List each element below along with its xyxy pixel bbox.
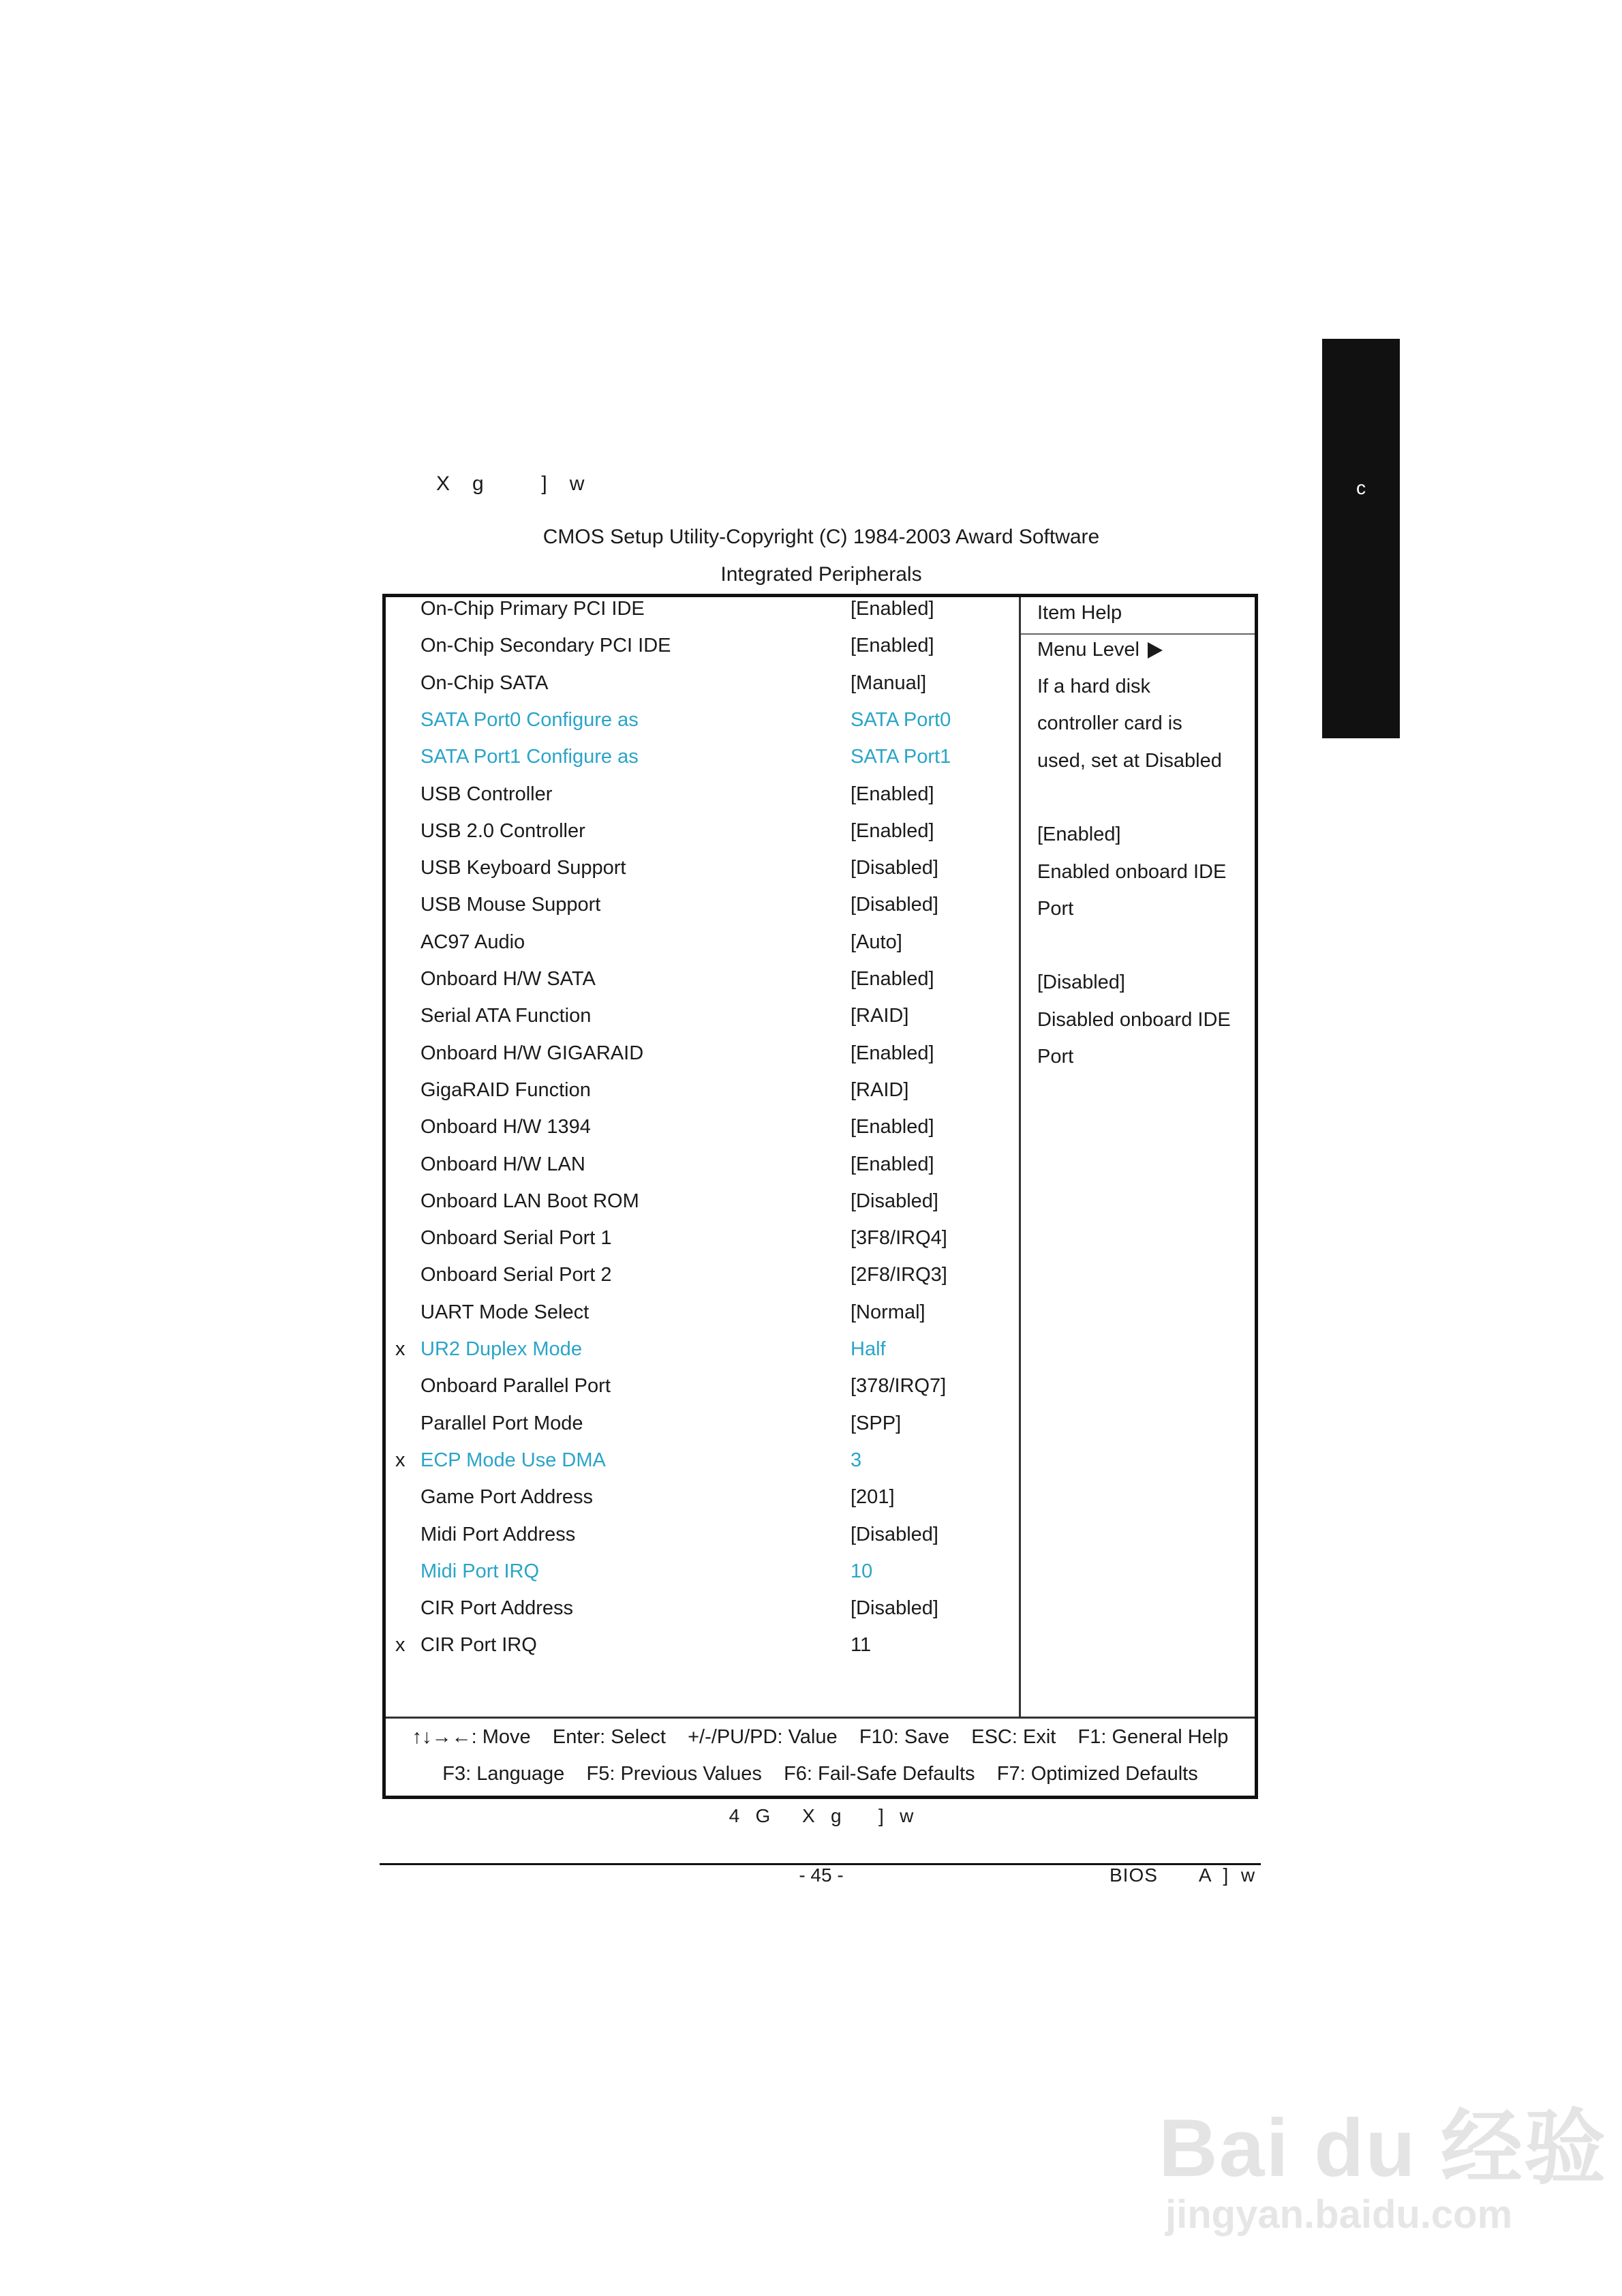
setting-row[interactable] [0, 1072, 1019, 1108]
triangle-right-icon [1148, 642, 1163, 659]
setting-label: Midi Port Address [420, 1523, 576, 1545]
setting-value[interactable]: [Enabled] [851, 968, 934, 990]
setting-label: Onboard H/W SATA [420, 968, 596, 990]
setting-label: USB Controller [420, 783, 553, 805]
setting-value[interactable]: [201] [851, 1486, 895, 1509]
setting-value[interactable]: Half [851, 1338, 886, 1360]
menu-level-indicator [1037, 631, 1163, 668]
setting-label: ECP Mode Use DMA [420, 1449, 606, 1471]
setting-value[interactable]: [3F8/IRQ4] [851, 1227, 947, 1250]
setting-value[interactable]: [378/IRQ7] [851, 1375, 947, 1398]
setting-value[interactable]: [Enabled] [851, 1042, 934, 1064]
key-legend-line-2: F3: Language F5: Previous Values F6: Fail-Safe Defaults F7: Optimized Defaults [442, 1763, 1198, 1785]
setting-row[interactable] [0, 1516, 1019, 1553]
page-number: - 45 - [799, 1864, 844, 1886]
setting-label: USB Keyboard Support [420, 857, 626, 879]
setting-row[interactable] [0, 738, 1019, 775]
setting-label: CIR Port IRQ [420, 1634, 537, 1657]
key-legend-line-1: ↑↓→←: Move Enter: Select +/-/PU/PD: Value F10: Save ESC: Exit F1: General Help [412, 1726, 1229, 1748]
setting-row[interactable] [0, 701, 1019, 738]
setting-row[interactable] [0, 590, 1019, 627]
setting-label: Parallel Port Mode [420, 1412, 583, 1434]
setting-label: CIR Port Address [420, 1597, 574, 1620]
setting-row[interactable] [0, 1479, 1019, 1515]
disabled-mark: x [395, 1338, 406, 1360]
setting-value[interactable]: [Enabled] [851, 819, 934, 842]
setting-value[interactable]: [Disabled] [851, 1523, 938, 1545]
setting-label: Midi Port IRQ [420, 1560, 540, 1582]
setting-label: AC97 Audio [420, 931, 525, 953]
help-text-line: If a hard disk [1037, 676, 1151, 697]
chapter-side-tab-letter: c [1356, 477, 1366, 498]
help-text-line: controller card is [1037, 712, 1182, 735]
setting-label: UR2 Duplex Mode [420, 1338, 582, 1360]
setting-label: On-Chip SATA [420, 671, 549, 694]
help-text-line: [Disabled] [1037, 971, 1125, 994]
help-text-line: Port [1037, 1046, 1074, 1068]
help-text-line: Disabled onboard IDE [1037, 1008, 1231, 1031]
setting-row[interactable] [0, 1590, 1019, 1627]
setting-label: Onboard Serial Port 2 [420, 1264, 612, 1286]
setting-row[interactable] [0, 1256, 1019, 1293]
setting-row[interactable] [0, 997, 1019, 1034]
setting-row[interactable] [0, 1294, 1019, 1331]
setting-row[interactable] [0, 1146, 1019, 1183]
help-text-line: used, set at Disabled [1037, 749, 1222, 772]
menu-level-label: Menu Level [1037, 639, 1139, 661]
setting-label: Onboard H/W GIGARAID [420, 1042, 644, 1064]
running-footer: BIOS A ] w [1110, 1864, 1256, 1886]
help-panel-divider [1019, 597, 1021, 1719]
setting-row[interactable] [0, 1220, 1019, 1256]
setting-value[interactable]: [Enabled] [851, 598, 934, 620]
setting-row[interactable] [0, 665, 1019, 701]
setting-row[interactable] [0, 813, 1019, 849]
setting-label: Onboard Parallel Port [420, 1375, 611, 1398]
setting-row[interactable] [0, 1368, 1019, 1404]
setting-row[interactable] [0, 886, 1019, 923]
disabled-mark: x [395, 1449, 406, 1471]
setting-value[interactable]: [Disabled] [851, 1597, 938, 1620]
item-help-title: Item Help [1037, 602, 1122, 624]
setting-label: SATA Port1 Configure as [420, 746, 639, 768]
setting-value[interactable]: [Disabled] [851, 1190, 938, 1212]
setting-label: USB 2.0 Controller [420, 819, 585, 842]
setting-value[interactable]: [RAID] [851, 1005, 909, 1027]
setting-label: Game Port Address [420, 1486, 594, 1509]
section-heading: X g ] w [436, 472, 586, 495]
setting-row[interactable] [0, 961, 1019, 997]
setting-value[interactable]: [RAID] [851, 1078, 909, 1101]
setting-label: On-Chip Primary PCI IDE [420, 598, 645, 620]
setting-value[interactable]: [2F8/IRQ3] [851, 1264, 947, 1286]
setting-row[interactable] [0, 1405, 1019, 1442]
help-text-line: [Enabled] [1037, 824, 1121, 846]
setting-value[interactable]: SATA Port0 [851, 708, 951, 731]
setting-row[interactable] [0, 627, 1019, 664]
setting-label: Onboard Serial Port 1 [420, 1227, 612, 1250]
baidu-watermark-url: jingyan.baidu.com [1165, 2192, 1513, 2237]
setting-value[interactable]: [Disabled] [851, 857, 938, 879]
setting-label: On-Chip Secondary PCI IDE [420, 635, 671, 657]
disabled-mark: x [395, 1634, 406, 1657]
setting-label: SATA Port0 Configure as [420, 708, 639, 731]
setting-value[interactable]: 3 [851, 1449, 862, 1471]
figure-caption: 4 G X g ] w [729, 1805, 914, 1826]
setting-value[interactable]: 11 [851, 1634, 872, 1657]
bios-screen-subtitle: Integrated Peripherals [720, 563, 922, 586]
baidu-watermark-logo: Bai du 经验 [1159, 2102, 1608, 2194]
setting-row[interactable] [0, 849, 1019, 886]
setting-value[interactable]: [Enabled] [851, 1116, 934, 1138]
setting-value[interactable]: [Enabled] [851, 635, 934, 657]
setting-value[interactable]: 10 [851, 1560, 873, 1582]
setting-value[interactable]: [Normal] [851, 1301, 925, 1323]
setting-row[interactable] [0, 776, 1019, 813]
setting-label: USB Mouse Support [420, 894, 601, 916]
setting-row[interactable] [0, 1331, 1019, 1368]
setting-value[interactable]: [Manual] [851, 671, 927, 694]
bios-screen-title: CMOS Setup Utility-Copyright (C) 1984-2003 Award Software [542, 526, 1100, 548]
setting-value[interactable]: [Enabled] [851, 783, 934, 805]
chapter-side-tab [1322, 339, 1400, 738]
setting-value[interactable]: SATA Port1 [851, 746, 951, 768]
setting-row[interactable] [0, 924, 1019, 961]
setting-row[interactable] [0, 1627, 1019, 1663]
setting-row[interactable] [0, 1553, 1019, 1590]
help-text-line: Enabled onboard IDE [1037, 860, 1227, 883]
setting-label: Onboard LAN Boot ROM [420, 1190, 639, 1212]
setting-value[interactable]: [Enabled] [851, 1153, 934, 1175]
setting-label: Serial ATA Function [420, 1005, 592, 1027]
setting-label: UART Mode Select [420, 1301, 590, 1323]
setting-label: GigaRAID Function [420, 1078, 591, 1101]
setting-value[interactable]: [Auto] [851, 931, 902, 953]
help-text-line: Port [1037, 897, 1074, 920]
setting-row[interactable] [0, 1035, 1019, 1072]
setting-label: Onboard H/W LAN [420, 1153, 585, 1175]
setting-value[interactable]: [Disabled] [851, 894, 938, 916]
setting-row[interactable] [0, 1183, 1019, 1220]
setting-value[interactable]: [SPP] [851, 1412, 902, 1434]
setting-row[interactable] [0, 1108, 1019, 1145]
setting-label: Onboard H/W 1394 [420, 1116, 591, 1138]
setting-row[interactable] [0, 1442, 1019, 1479]
